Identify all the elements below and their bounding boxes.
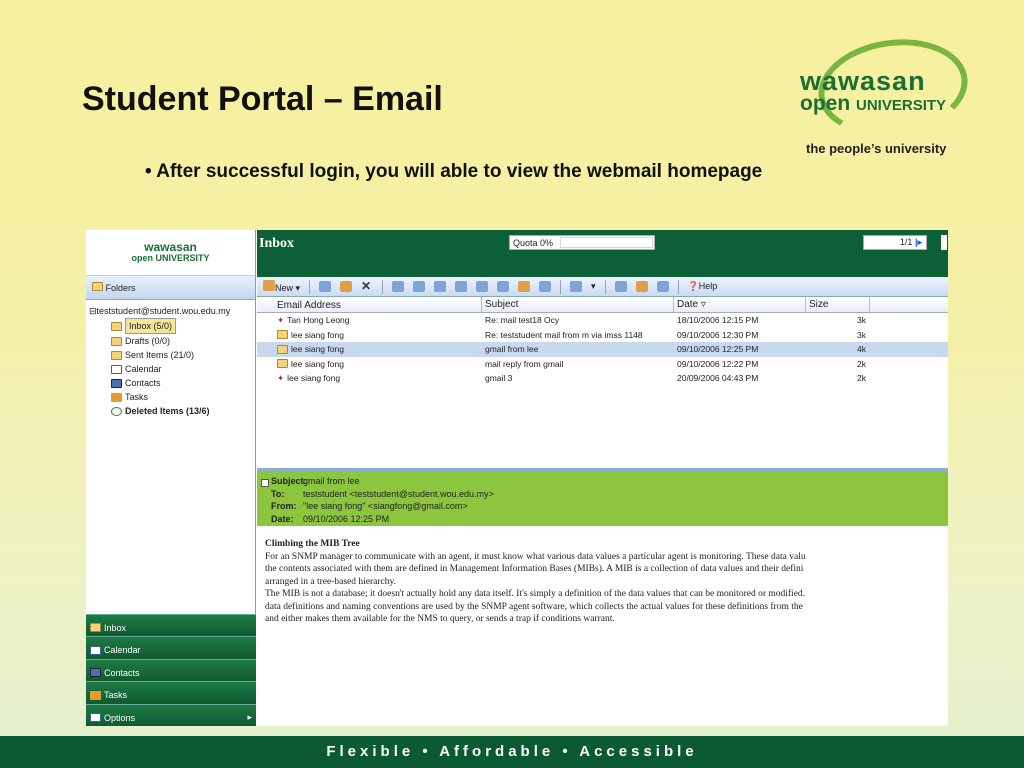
list-header xyxy=(257,297,948,313)
table-row[interactable]: lee siang fong Re: teststudent mail from m via imss 1148 09/10/2006 12:30 PM 3k xyxy=(257,328,948,343)
print-icon[interactable] xyxy=(319,281,331,292)
toolbar: New ▾ ✕ ▾ ❓Help xyxy=(257,277,948,297)
table-row[interactable]: lee siang fong mail reply from gmail 09/10/2006 12:22 PM 2k xyxy=(257,357,948,372)
calendar-icon xyxy=(111,365,122,374)
slide-title: Student Portal – Email xyxy=(82,80,443,118)
folder-icon xyxy=(92,282,103,291)
quota-bar xyxy=(560,237,653,248)
account-node[interactable]: ⊟teststudent@student.wou.edu.my xyxy=(89,306,231,316)
folder-deleted[interactable]: Deleted Items (13/6) xyxy=(89,404,252,418)
left-panel xyxy=(86,230,256,726)
folders-header[interactable]: Folders xyxy=(86,276,255,300)
university-logo xyxy=(800,40,970,160)
nav-tasks[interactable]: Tasks xyxy=(86,681,256,704)
message-body: Climbing the MIB Tree For an SNMP manager to communicate with an agent, it must know what various data values a particular agent is monitoring. These data valu the contents associated with them are defined in Management Information Bases (MIBs). A MIB is a collection of data values and their defini arranged in a tree-based hierarchy. The MIB is not a database; it doesn't actually hold any data itself. It's simply a definition of the data values that can be monitored or modified. data definitions and naming conventions are used by the SNMP agent software, which collects the actual values for these definitions from the and either makes them available for the NMS to query, or sends a trap if conditions warrant. xyxy=(265,539,806,624)
new-mail-icon xyxy=(263,280,275,291)
chevron-right-icon: ▸ xyxy=(247,712,252,723)
envelope-icon xyxy=(111,351,122,360)
logo-line1: wawasan xyxy=(800,66,926,96)
delete-icon[interactable]: ✕ xyxy=(361,279,372,293)
inbox-icon xyxy=(90,623,101,632)
folder-calendar[interactable]: Calendar xyxy=(89,362,252,376)
reply-icon[interactable] xyxy=(392,281,404,292)
read-mail-icon xyxy=(277,330,288,339)
webmail-screenshot xyxy=(86,230,948,726)
tasks-icon xyxy=(111,393,122,402)
up-icon[interactable] xyxy=(476,281,488,292)
col-subject[interactable]: Subject xyxy=(482,297,674,312)
main-panel xyxy=(257,230,948,726)
view-icon[interactable] xyxy=(570,281,582,292)
logo-tagline: the people’s university xyxy=(806,141,947,156)
folder-sent[interactable]: Sent Items (21/0) xyxy=(89,348,252,362)
move-icon[interactable] xyxy=(340,281,352,292)
folder-inbox[interactable]: Inbox (5/0) xyxy=(89,318,252,334)
inbox-header xyxy=(257,230,948,277)
envelope-icon xyxy=(111,337,122,346)
slide-bullet: • After successful login, you will able to view the webmail homepage xyxy=(145,161,763,182)
col-email[interactable]: Email Address xyxy=(257,297,482,312)
nav-contacts[interactable]: Contacts xyxy=(86,659,256,682)
preview-header: Subject:gmail from lee To: teststudent <teststudent@student.wou.edu.my> From: "lee siang fong" <siangfong@gmail.com> Date: 09/10/2006 12:25 PM xyxy=(257,471,948,526)
address-book-icon[interactable] xyxy=(615,281,627,292)
rules-icon[interactable] xyxy=(539,281,551,292)
pager[interactable]: 1/1 |▸ xyxy=(863,235,927,250)
options-icon[interactable] xyxy=(657,281,669,292)
logo-line2: open UNIVERSITY xyxy=(800,92,947,115)
forward-icon[interactable] xyxy=(434,281,446,292)
folder-drafts[interactable]: Drafts (0/0) xyxy=(89,334,252,348)
envelope-icon xyxy=(111,322,122,331)
folder-tree xyxy=(86,300,255,422)
collapse-icon[interactable] xyxy=(261,479,269,487)
col-date[interactable]: Date ▿ xyxy=(674,297,806,312)
inbox-title: Inbox xyxy=(259,236,295,251)
next-page-icon[interactable]: |▸ xyxy=(914,237,922,247)
sort-desc-icon: ▿ xyxy=(700,299,706,310)
folder-tasks[interactable]: Tasks xyxy=(89,390,252,404)
table-row[interactable]: lee siang fong gmail from lee 09/10/2006 12:25 PM 4k xyxy=(257,342,948,357)
reply-all-icon[interactable] xyxy=(413,281,425,292)
contacts-icon xyxy=(111,379,122,388)
nav-inbox[interactable]: Inbox xyxy=(86,614,256,637)
table-row[interactable]: ✦ lee siang fong gmail 3 20/09/2006 04:43 PM 2k xyxy=(277,372,866,384)
trash-icon xyxy=(111,407,122,416)
folder-contacts[interactable]: Contacts xyxy=(89,376,252,390)
nav-calendar[interactable]: Calendar xyxy=(86,636,256,659)
quota-indicator: Quota 0% xyxy=(509,235,655,250)
slide-footer: Flexible • Affordable • Accessible xyxy=(0,736,1024,768)
replied-icon: ✦ xyxy=(277,372,285,383)
options-icon xyxy=(90,713,101,722)
help-icon: ❓ xyxy=(687,281,699,291)
search-icon[interactable] xyxy=(636,281,648,292)
read-mail-icon xyxy=(277,359,288,368)
col-size[interactable]: Size xyxy=(806,297,870,312)
flag-icon[interactable] xyxy=(518,281,530,292)
message-list xyxy=(257,297,948,471)
bottom-nav xyxy=(86,614,256,727)
contacts-icon xyxy=(90,668,101,677)
read-mail-icon xyxy=(277,345,288,354)
send-receive-icon[interactable] xyxy=(455,281,467,292)
tasks-icon xyxy=(90,691,101,700)
calendar-icon xyxy=(90,646,101,655)
webmail-logo: wawasan open UNIVERSITY xyxy=(86,230,255,276)
replied-icon: ✦ xyxy=(277,314,285,325)
table-row[interactable]: ✦ Tan Hong Leong Re: mail test18 Ocy 18/10/2006 12:15 PM 3k xyxy=(277,314,866,326)
down-icon[interactable] xyxy=(497,281,509,292)
help-button[interactable]: ❓Help xyxy=(687,281,718,291)
nav-options[interactable]: Options ▸ xyxy=(86,704,256,727)
new-button[interactable]: New ▾ xyxy=(263,280,300,294)
